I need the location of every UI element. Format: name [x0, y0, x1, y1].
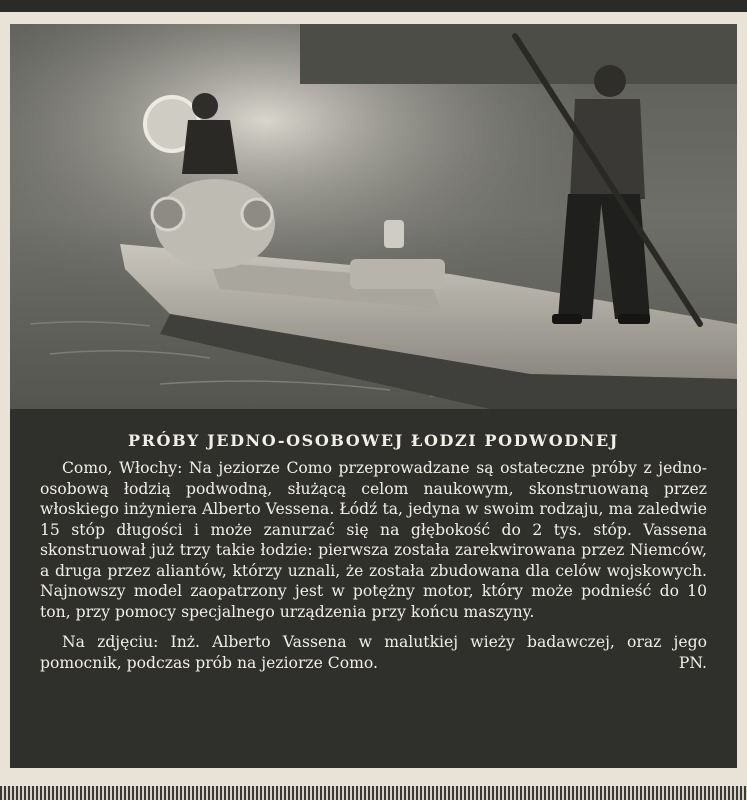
assistant-head — [594, 65, 626, 97]
article-panel — [10, 409, 737, 768]
submarine-photo — [10, 24, 737, 409]
top-border-bar — [0, 0, 747, 12]
assistant-right-shoe — [618, 314, 650, 324]
article-headline: PRÓBY JEDNO-OSOBOWEJ ŁODZI PODWODNEJ — [128, 431, 619, 450]
far-shore — [300, 24, 737, 84]
photo-caption: Na zdjęciu: Inż. Alberto Vassena w malutkiej wieży badawczej, oraz jego pomocnik, podczas prób na jeziorze Como. — [40, 633, 707, 672]
tower-porthole-left — [152, 198, 184, 230]
author-signature: PN. — [678, 653, 707, 672]
engineer-body — [182, 120, 238, 174]
engineer-head — [192, 93, 218, 119]
bottom-border-strip — [0, 786, 747, 800]
tower-porthole-right — [242, 199, 272, 229]
photo-caption-paragraph — [40, 632, 707, 673]
assistant-left-shoe — [552, 314, 582, 324]
article-body: Como, Włochy: Na jeziorze Como przeprowadzane są ostateczne próby z jedno-osobową łodzią podwodną, służącą celom naukowym, skonstruowaną przez włoskiego inżyniera Alberto Vessena. Łódź ta, jedyna w swoim rodzaju, ma zaledwie 15 stóp długości i może zanurzać się na głębokość do 2 tys. stóp. Vassena skonstruował już trzy takie łodzie: pierwsza została zarekwirowana przez Niemców, a druga przez aliantów, którzy uznali, że została zbudowana dla celów wojskowych. Najnowszy model zaopatrzony jest w potężny motor, który może podnieść do 10 ton, przy pomocy specjalnego urządzenia przy końcu maszyny. — [40, 459, 707, 621]
periscope-post — [384, 220, 404, 248]
photo-illustration — [10, 24, 737, 409]
deck-housing — [350, 259, 445, 289]
